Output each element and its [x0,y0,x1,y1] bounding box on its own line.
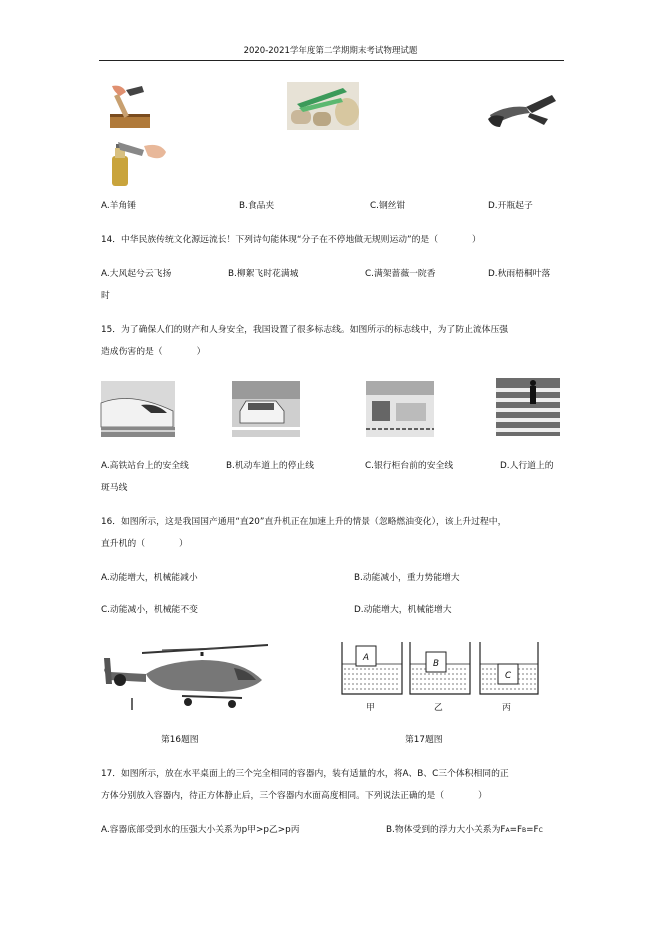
container-jia [342,642,402,694]
q16-option-c: C.动能减小，机械能不变 [101,605,198,615]
q16-option-b: B.动能减小，重力势能增大 [354,573,460,583]
container-label-yi: 乙 [434,703,443,713]
q16-option-a: A.动能增大，机械能减小 [101,573,198,583]
bank-counter-photo [366,381,434,437]
q16-stem-line1: 16．如图所示，这是我国国产通用“直20”直升机正在加速上升的情景（忽略燃油变化），该上升过程中， [101,517,507,527]
q15-stem-line2: 造成伤害的是（ ） [101,347,206,357]
helicopter-figure [102,640,270,712]
crosswalk-photo [496,378,560,436]
block-c-label: C [505,671,512,681]
q16-stem-line2: 直升机的（ ） [101,539,188,549]
header-rule [99,60,564,61]
q15-option-b: B.机动车道上的停止线 [226,461,315,471]
wire-pliers-photo [486,85,560,135]
container-label-bing: 丙 [502,703,511,713]
q14-stem: 14．中华民族传统文化源远流长！下列诗句能体现“分子在不停地做无规则运动”的是（ ） [101,235,481,245]
hammer-photo [104,84,154,130]
fig16-caption: 第16题图 [161,735,199,745]
container-yi [410,642,470,694]
page-header: 2020-2021学年度第二学期期末考试物理试题 [243,46,418,56]
food-tongs-photo [287,82,359,130]
container-bing [480,642,538,694]
q13-option-b: B.食品夹 [239,201,275,211]
q15-option-d: D.人行道上的 [500,461,554,471]
q13-option-c: C.钢丝钳 [370,201,406,211]
car-stop-line-photo [232,381,300,437]
q15-option-a: A.高铁站台上的安全线 [101,461,189,471]
q16-option-d: D.动能增大，机械能增大 [354,605,452,615]
bottle-opener-photo [104,136,176,186]
q14-option-c: C.满架蔷薇一院香 [365,269,436,279]
q17-stem-line2: 方体分别放入容器内，待正方体静止后，三个容器内水面高度相同。下列说法正确的是（ ） [101,791,487,801]
q13-option-a: A.羊角锤 [101,201,137,211]
block-a-label: A [363,653,370,663]
q17-stem-line1: 17．如图所示，放在水平桌面上的三个完全相同的容器内，装有适量的水，将A、B、C三个体积相同的正 [101,769,509,779]
q17-option-a: A.容器底部受到水的压强大小关系为p甲>p乙>p丙 [101,825,300,835]
q13-option-d: D.开瓶起子 [488,201,533,211]
q17-option-b: B.物体受到的浮力大小关系为FA=FB=FC [386,825,543,835]
high-speed-train-photo [101,381,175,437]
q15-stem-line1: 15．为了确保人们的财产和人身安全，我国设置了很多标志线。如图所示的标志线中，为了防止流体压强 [101,325,509,335]
q14-option-d-wrap: 时 [101,291,110,301]
fig17-caption: 第17题图 [405,735,443,745]
q14-option-d: D.秋雨梧桐叶落 [488,269,551,279]
q15-option-c: C.银行柜台前的安全线 [365,461,454,471]
q14-option-a: A.大风起兮云飞扬 [101,269,172,279]
q14-option-b: B.柳絮飞时花满城 [228,269,299,279]
block-b-label: B [433,659,440,669]
container-label-jia: 甲 [366,703,375,713]
q15-option-d-wrap: 斑马线 [101,483,128,493]
